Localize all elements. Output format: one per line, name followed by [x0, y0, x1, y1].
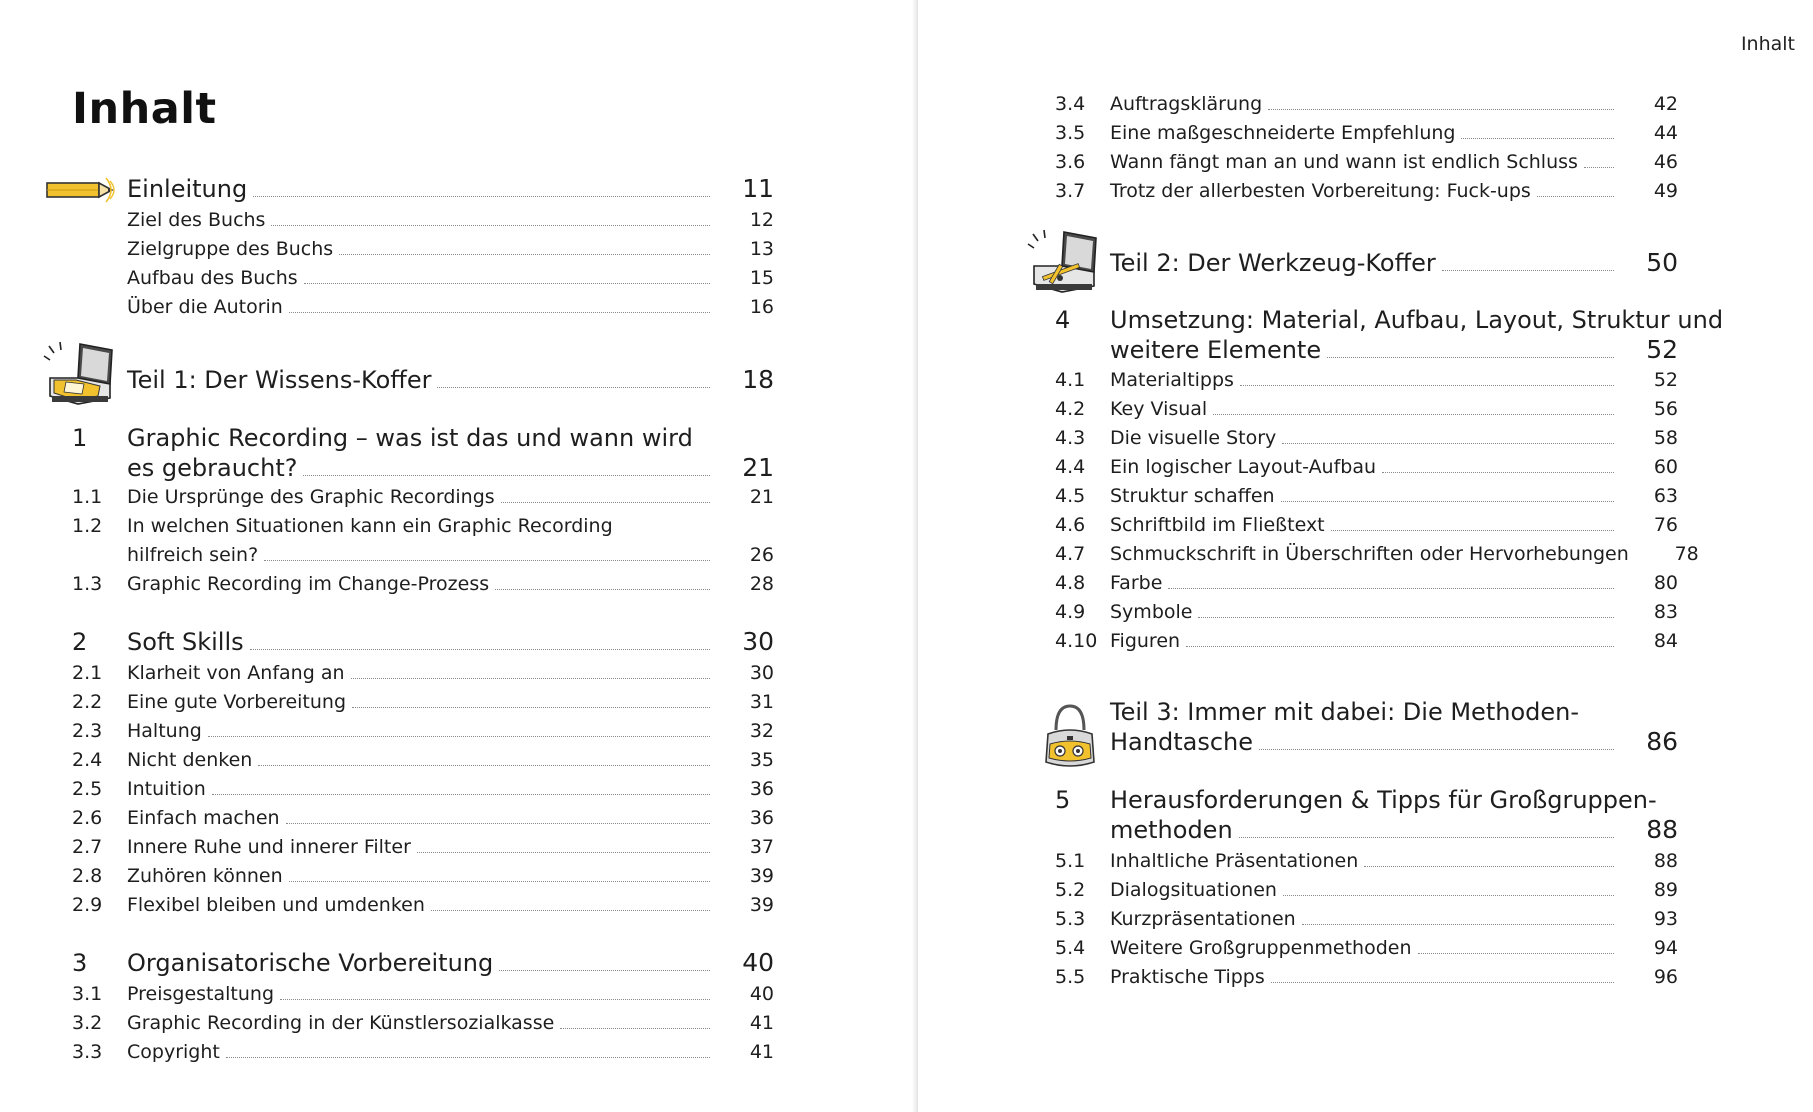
dot-leader	[352, 707, 710, 708]
toc-page-number: 15	[749, 267, 774, 289]
toc-entry[interactable]	[72, 749, 774, 771]
toc-chapter-5-line1[interactable]	[1055, 786, 1678, 814]
toc-number: 3.2	[72, 1012, 103, 1034]
toc-page-number: 46	[1653, 151, 1678, 173]
dot-leader	[1281, 501, 1614, 502]
toc-number: 3.4	[1055, 93, 1086, 115]
toc-title: Ein logischer Layout-Aufbau	[1110, 456, 1377, 478]
toc-title: Nicht denken	[127, 749, 253, 771]
toc-chapter-4-line2[interactable]	[1110, 335, 1678, 364]
toc-page-number: 96	[1653, 966, 1678, 988]
toc-intro[interactable]	[127, 174, 774, 203]
toc-title: Einleitung	[127, 175, 248, 203]
toc-title: Schmuckschrift in Überschriften oder Hervorhebungen	[1110, 543, 1629, 565]
toc-entry[interactable]	[127, 296, 774, 318]
dot-leader	[1168, 588, 1614, 589]
toc-page-number: 60	[1653, 456, 1678, 478]
toc-entry[interactable]	[72, 836, 774, 858]
dot-leader	[560, 1028, 710, 1029]
toc-chapter-3[interactable]	[72, 948, 774, 977]
toc-entry[interactable]	[1055, 850, 1678, 872]
toc-entry[interactable]	[1055, 485, 1678, 507]
dot-leader	[280, 999, 710, 1000]
toc-title: weitere Elemente	[1110, 336, 1322, 364]
toc-number: 2.2	[72, 691, 103, 713]
toc-number: 4.10	[1055, 630, 1098, 652]
dot-leader	[1259, 749, 1614, 750]
toc-number: 4.4	[1055, 456, 1086, 478]
toc-number: 2.1	[72, 662, 103, 684]
toc-title: Handtasche	[1110, 728, 1253, 756]
dot-leader	[431, 910, 710, 911]
toc-number: 1.2	[72, 515, 103, 537]
toc-entry[interactable]	[72, 1012, 774, 1034]
dot-leader	[258, 765, 710, 766]
toc-page-number: 39	[749, 865, 774, 887]
toc-title: Wann fängt man an und wann ist endlich Schluss	[1110, 151, 1578, 173]
toc-entry[interactable]	[1055, 879, 1678, 901]
toc-entry[interactable]	[72, 983, 774, 1005]
toc-chapter-2[interactable]	[72, 627, 774, 656]
toc-number: 2.4	[72, 749, 103, 771]
toc-title: Umsetzung: Material, Aufbau, Layout, Struktur und	[1110, 306, 1724, 334]
toc-number: 1.1	[72, 486, 103, 508]
dot-leader	[1239, 837, 1614, 838]
toc-title: Materialtipps	[1110, 369, 1234, 391]
toc-page-number: 18	[742, 365, 774, 394]
dot-leader	[1240, 385, 1614, 386]
toc-entry[interactable]	[1055, 514, 1678, 536]
dot-leader	[212, 794, 710, 795]
toc-entry[interactable]	[72, 573, 774, 595]
toc-title: Innere Ruhe und innerer Filter	[127, 836, 411, 858]
dot-leader	[250, 649, 710, 650]
toc-title: methoden	[1110, 816, 1233, 844]
toc-number: 2.8	[72, 865, 103, 887]
dot-leader	[1198, 617, 1614, 618]
dot-leader	[1418, 953, 1615, 954]
handbag-icon	[1042, 700, 1098, 772]
toc-part-3-line2[interactable]	[1110, 727, 1678, 756]
toc-entry[interactable]	[72, 778, 774, 800]
toc-title: Zuhören können	[127, 865, 283, 887]
page-title: Inhalt	[72, 84, 217, 134]
toc-page-number: 52	[1653, 369, 1678, 391]
dot-leader	[1327, 357, 1614, 358]
toc-title: Inhaltliche Präsentationen	[1110, 850, 1359, 872]
toc-entry[interactable]	[72, 1041, 774, 1063]
toc-part-3-line1[interactable]	[1110, 698, 1678, 726]
dot-leader	[264, 560, 710, 561]
dot-leader	[304, 283, 710, 284]
toc-page-number: 21	[749, 486, 774, 508]
toc-entry[interactable]	[72, 894, 774, 916]
dot-leader	[208, 736, 710, 737]
toc-entry[interactable]	[127, 209, 774, 231]
toc-title: Über die Autorin	[127, 296, 283, 318]
dot-leader	[1282, 443, 1614, 444]
toc-entry[interactable]	[127, 267, 774, 289]
toc-number: 5.4	[1055, 937, 1086, 959]
toc-title: Aufbau des Buchs	[127, 267, 298, 289]
toc-page-number: 40	[749, 983, 774, 1005]
dot-leader	[339, 254, 710, 255]
toc-entry[interactable]	[1055, 180, 1678, 202]
toc-title: Graphic Recording – was ist das und wann wird	[127, 424, 693, 452]
toc-title: Soft Skills	[127, 628, 244, 656]
toc-number: 4.8	[1055, 572, 1086, 594]
dot-leader	[437, 387, 710, 388]
toc-page-number: 50	[1646, 248, 1678, 277]
toc-title: es gebraucht?	[127, 454, 298, 482]
toc-title: Die Ursprünge des Graphic Recordings	[127, 486, 495, 508]
dot-leader	[271, 225, 710, 226]
toc-page-number: 83	[1653, 601, 1678, 623]
dot-leader	[495, 589, 710, 590]
toc-number: 5.5	[1055, 966, 1086, 988]
toc-entry[interactable]	[72, 807, 774, 829]
dot-leader	[1302, 924, 1614, 925]
toc-title: Teil 1: Der Wissens-Koffer	[127, 366, 432, 394]
toc-number: 4.1	[1055, 369, 1086, 391]
toc-title: Weitere Großgruppenmethoden	[1110, 937, 1412, 959]
toc-page-number: 44	[1653, 122, 1678, 144]
toc-number: 4.9	[1055, 601, 1086, 623]
toc-number: 1	[72, 424, 88, 452]
dot-leader	[226, 1057, 710, 1058]
toc-title: Trotz der allerbesten Vorbereitung: Fuck-ups	[1110, 180, 1531, 202]
dot-leader	[1442, 270, 1614, 271]
dot-leader	[417, 852, 710, 853]
toc-page-number: 84	[1653, 630, 1678, 652]
toc-title: Teil 2: Der Werkzeug-Koffer	[1110, 249, 1436, 277]
toc-entry[interactable]	[72, 865, 774, 887]
toc-page-number: 58	[1653, 427, 1678, 449]
toc-title: Kurzpräsentationen	[1110, 908, 1296, 930]
toc-page-number: 16	[749, 296, 774, 318]
toc-title: Intuition	[127, 778, 206, 800]
toc-entry[interactable]	[1055, 601, 1678, 623]
toc-page-number: 78	[1674, 543, 1699, 565]
dot-leader	[289, 881, 710, 882]
toc-page-number: 31	[749, 691, 774, 713]
toc-page-number: 36	[749, 807, 774, 829]
toc-chapter-1-line2[interactable]	[127, 453, 774, 482]
toc-page-number: 63	[1653, 485, 1678, 507]
toc-page-number: 86	[1646, 727, 1678, 756]
dot-leader	[1537, 196, 1614, 197]
toc-title: Preisgestaltung	[127, 983, 274, 1005]
right-page	[918, 0, 1813, 1112]
dot-leader	[1331, 530, 1614, 531]
toc-number: 4.6	[1055, 514, 1086, 536]
toc-page-number: 41	[749, 1012, 774, 1034]
toc-page-number: 36	[749, 778, 774, 800]
toc-entry[interactable]	[72, 720, 774, 742]
dot-leader	[1283, 895, 1614, 896]
toc-number: 2.6	[72, 807, 103, 829]
toc-title: hilfreich sein?	[127, 544, 259, 566]
toc-entry[interactable]	[1055, 572, 1678, 594]
toc-page-number: 88	[1653, 850, 1678, 872]
dot-leader	[501, 502, 710, 503]
toc-number: 3.7	[1055, 180, 1086, 202]
toc-number: 5.3	[1055, 908, 1086, 930]
toc-page-number: 30	[749, 662, 774, 684]
toc-title: Graphic Recording in der Künstlersozialkasse	[127, 1012, 555, 1034]
toc-number: 2.3	[72, 720, 103, 742]
toc-part-2[interactable]	[1110, 248, 1678, 277]
toc-number: 4	[1055, 306, 1071, 334]
toc-number: 3.1	[72, 983, 103, 1005]
toc-page-number: 93	[1653, 908, 1678, 930]
dot-leader	[1271, 982, 1614, 983]
toc-page-number: 26	[749, 544, 774, 566]
toc-page-number: 32	[749, 720, 774, 742]
dot-leader	[303, 475, 710, 476]
toc-entry[interactable]	[1055, 630, 1678, 652]
toc-title: Schriftbild im Fließtext	[1110, 514, 1325, 536]
toc-title: Klarheit von Anfang an	[127, 662, 345, 684]
toc-title: Teil 3: Immer mit dabei: Die Methoden-	[1110, 698, 1579, 726]
toc-entry[interactable]	[1055, 93, 1678, 115]
toc-page-number: 89	[1653, 879, 1678, 901]
toc-number: 5.1	[1055, 850, 1086, 872]
toc-number: 4.7	[1055, 543, 1086, 565]
toc-page-number: 37	[749, 836, 774, 858]
dot-leader	[286, 823, 710, 824]
toc-number: 4.5	[1055, 485, 1086, 507]
pencil-icon	[46, 175, 118, 205]
dot-leader	[1364, 866, 1614, 867]
toc-title: Auftragsklärung	[1110, 93, 1263, 115]
toc-part-1[interactable]	[127, 365, 774, 394]
toc-title: Graphic Recording im Change-Prozess	[127, 573, 490, 595]
toc-page-number: 94	[1653, 937, 1678, 959]
toc-chapter-5-line2[interactable]	[1110, 815, 1678, 844]
toc-page-number: 41	[749, 1041, 774, 1063]
suitcase-icon	[40, 338, 118, 410]
dot-leader	[1382, 472, 1614, 473]
toc-title: Copyright	[127, 1041, 220, 1063]
dot-leader	[289, 312, 710, 313]
toc-entry[interactable]	[72, 662, 774, 684]
toc-entry[interactable]	[1055, 369, 1678, 391]
toc-number: 5.2	[1055, 879, 1086, 901]
toc-title: In welchen Situationen kann ein Graphic Recording	[127, 515, 613, 537]
toc-page-number: 80	[1653, 572, 1678, 594]
dot-leader	[1268, 109, 1614, 110]
toc-page-number: 13	[749, 238, 774, 260]
toc-title: Flexibel bleiben und umdenken	[127, 894, 425, 916]
toc-entry[interactable]	[1055, 908, 1678, 930]
toc-number: 2.7	[72, 836, 103, 858]
dot-leader	[499, 970, 710, 971]
toc-entry[interactable]	[72, 515, 774, 537]
toc-number: 4.2	[1055, 398, 1086, 420]
toc-title: Ziel des Buchs	[127, 209, 266, 231]
toc-title: Praktische Tipps	[1110, 966, 1265, 988]
toc-page-number: 39	[749, 894, 774, 916]
toc-page-number: 76	[1653, 514, 1678, 536]
running-head: Inhalt	[1740, 33, 1795, 55]
toc-page-number: 35	[749, 749, 774, 771]
toc-title: Farbe	[1110, 572, 1163, 594]
toc-title: Key Visual	[1110, 398, 1208, 420]
toc-page-number: 42	[1653, 93, 1678, 115]
toc-entry[interactable]	[1055, 398, 1678, 420]
dot-leader	[1186, 646, 1614, 647]
toc-title: Dialogsituationen	[1110, 879, 1277, 901]
toc-number: 3.6	[1055, 151, 1086, 173]
toc-entry[interactable]	[127, 238, 774, 260]
toc-entry[interactable]	[1055, 122, 1678, 144]
dot-leader	[1213, 414, 1614, 415]
toc-entry[interactable]	[1055, 937, 1678, 959]
toc-number: 4.3	[1055, 427, 1086, 449]
toc-number: 2.9	[72, 894, 103, 916]
toc-page-number: 56	[1653, 398, 1678, 420]
toc-page-number: 40	[742, 948, 774, 977]
toc-title: Haltung	[127, 720, 202, 742]
toc-title: Organisatorische Vorbereitung	[127, 949, 494, 977]
toc-chapter-4-line1[interactable]	[1055, 306, 1724, 334]
toc-number: 3.3	[72, 1041, 103, 1063]
toc-page-number: 30	[742, 627, 774, 656]
dot-leader	[351, 678, 710, 679]
toc-entry[interactable]	[1055, 456, 1678, 478]
toc-page-number: 52	[1646, 335, 1678, 364]
toc-page-number: 49	[1653, 180, 1678, 202]
toc-title: Struktur schaffen	[1110, 485, 1275, 507]
toc-page-number: 28	[749, 573, 774, 595]
dot-leader	[1461, 138, 1614, 139]
toc-number: 3	[72, 949, 88, 977]
dot-leader	[1584, 167, 1614, 168]
toc-title: Einfach machen	[127, 807, 280, 829]
toc-page-number: 21	[742, 453, 774, 482]
toc-entry-continued[interactable]	[127, 544, 774, 566]
toc-entry[interactable]	[72, 486, 774, 508]
toc-page-number: 12	[749, 209, 774, 231]
toc-entry[interactable]	[1055, 427, 1678, 449]
toc-entry[interactable]	[1055, 151, 1678, 173]
toc-chapter-1-line1[interactable]	[72, 424, 774, 452]
toc-title: Symbole	[1110, 601, 1193, 623]
toc-number: 2.5	[72, 778, 103, 800]
toc-entry[interactable]	[72, 691, 774, 713]
toc-title: Herausforderungen & Tipps für Großgruppen-	[1110, 786, 1657, 814]
toc-number: 5	[1055, 786, 1071, 814]
toc-number: 1.3	[72, 573, 103, 595]
toc-title: Figuren	[1110, 630, 1181, 652]
toc-title: Die visuelle Story	[1110, 427, 1277, 449]
toc-entry[interactable]	[1055, 966, 1678, 988]
toc-title: Eine maßgeschneiderte Empfehlung	[1110, 122, 1456, 144]
toc-title: Zielgruppe des Buchs	[127, 238, 334, 260]
dot-leader	[253, 196, 710, 197]
toc-number: 3.5	[1055, 122, 1086, 144]
toc-number: 2	[72, 628, 88, 656]
toc-page-number: 88	[1646, 815, 1678, 844]
toc-entry[interactable]	[1055, 543, 1699, 565]
toc-title: Eine gute Vorbereitung	[127, 691, 347, 713]
toc-page-number: 11	[742, 174, 774, 203]
toolbox-icon	[1024, 226, 1102, 298]
